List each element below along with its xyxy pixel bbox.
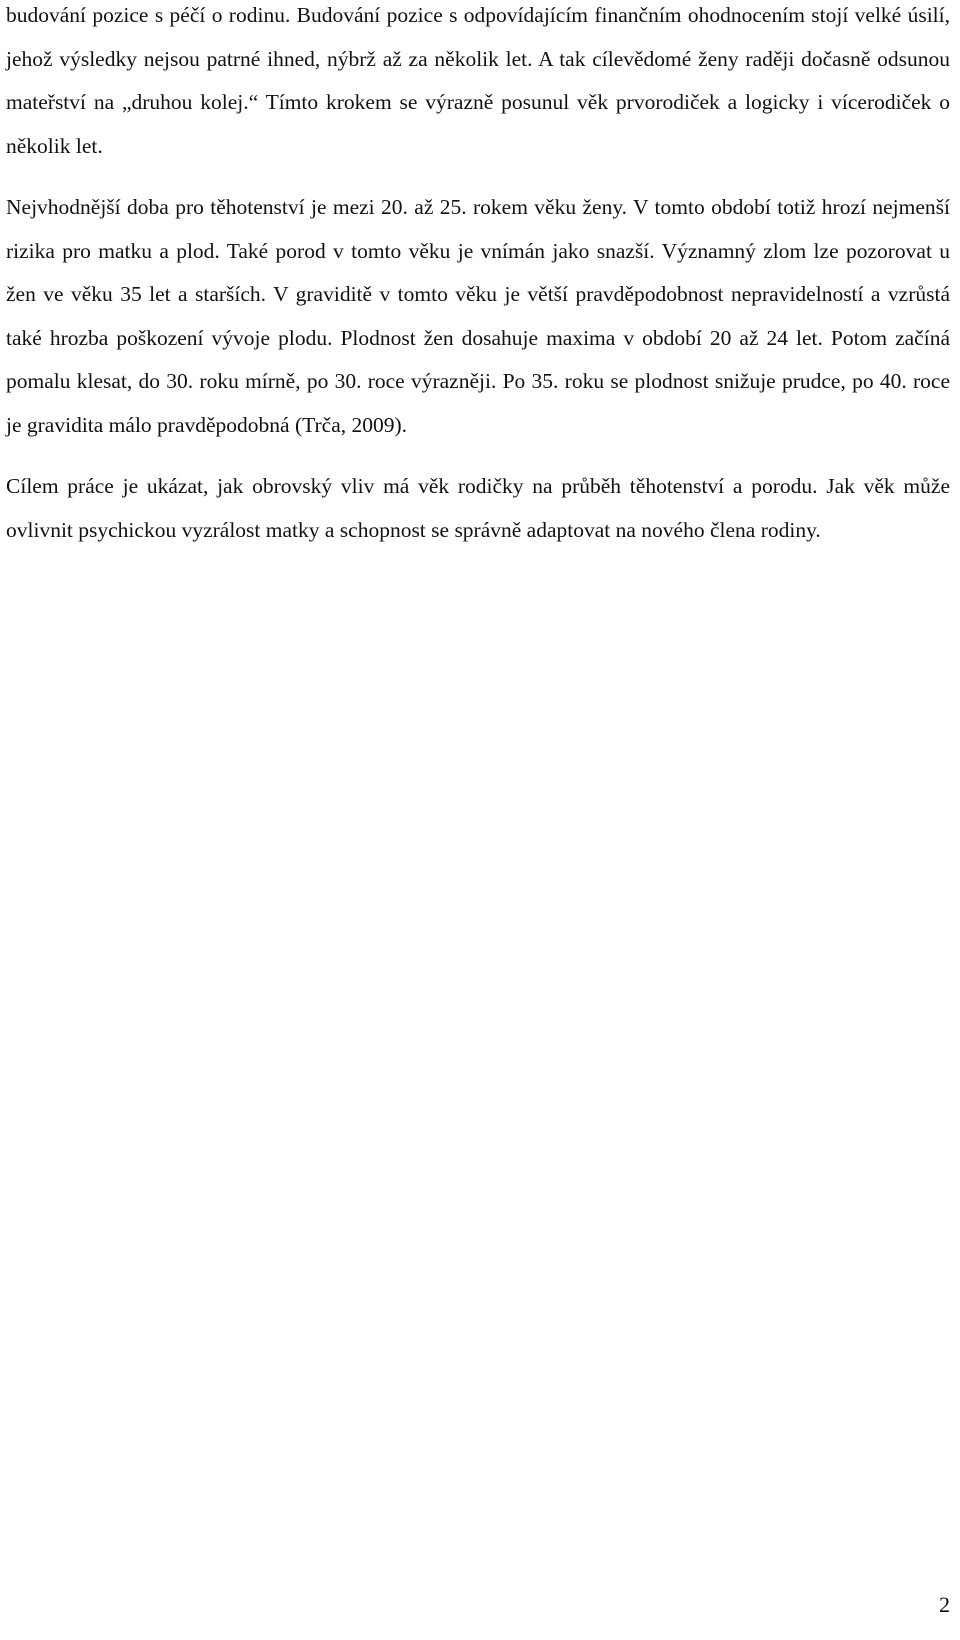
page-number: 2: [939, 1592, 950, 1617]
paragraph-optimal-age: Nejvhodnější doba pro těhotenství je mezi 20. až 25. rokem věku ženy. V tomto období totiž hrozí nejmenší rizika pro matku a plod. Také porod v tomto věku je vnímán jako snazší. Významný zlom lze pozorovat u žen ve věku 35 let a starších. V graviditě v tomto věku je větší pravděpodobnost nepravidelností a vzrůstá také hrozba poškození vývoje plodu. Plodnost žen dosahuje maxima v období 20 až 24 let. Potom začíná pomalu klesat, do 30. roku mírně, po 30. roce výrazněji. Po 35. roku se plodnost snižuje prudce, po 40. roce je gravidita málo pravděpodobná (Trča, 2009).: [6, 195, 950, 437]
paragraph-intro: budování pozice s péčí o rodinu. Budování pozice s odpovídajícím finančním ohodnocením stojí velké úsilí, jehož výsledky nejsou patrné ihned, nýbrž až za několik let. A tak cílevědomé ženy raději dočasně odsunou mateřství na „druhou kolej.“ Tímto krokem se výrazně posunul věk prvorodiček a logicky i vícerodiček o několik let.: [6, 3, 950, 158]
paragraph-aim: Cílem práce je ukázat, jak obrovský vliv má věk rodičky na průběh těhotenství a porodu. Jak věk může ovlivnit psychickou vyzrálost matky a schopnost se správně adaptovat na nového člena rodiny.: [6, 474, 950, 542]
document-body: [6, 0, 950, 552]
